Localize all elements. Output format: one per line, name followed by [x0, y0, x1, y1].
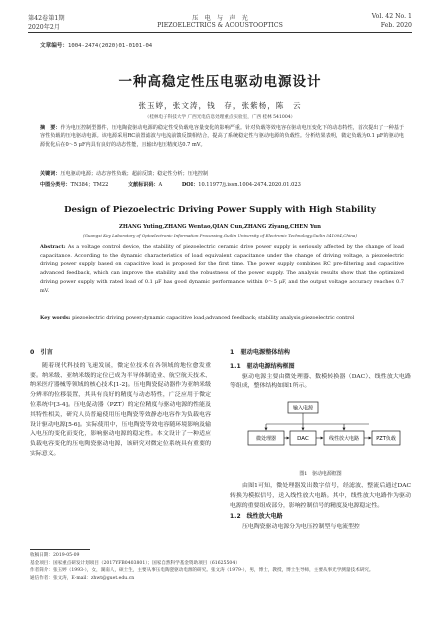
structure-paragraph-2: 由图1可知，微处理器发出数字信号，经滤波、整流后通过DAC转换为模拟信号，送入线性放大电路。其中，线性放大电路作为驱动电源的重要组成部分，影响控制信号的精度及电源稳定性。 — [230, 482, 411, 509]
section-heading-structure: 1 驱动电源整体结构 — [230, 349, 290, 356]
abstract-en-label: Abstract: — [40, 244, 66, 250]
paper-title-zh: 一种高稳定性压电驱动电源设计 — [118, 74, 322, 90]
amplifier-paragraph: 压电陶瓷驱动电源分为电压控制型与电流型控 — [242, 524, 360, 531]
keywords-zh — [40, 170, 404, 178]
abstract-zh — [40, 124, 404, 149]
footnotes — [30, 552, 410, 582]
keywords-en-text: piezoelectric driving power;dynamic capacitive load;advanced feedback; stability analysis;piezoelectric control — [72, 315, 355, 321]
affiliation-zh: （桂林电子科技大学 广西光电信息处理重点实验室，广西 桂林 541004） — [144, 115, 296, 120]
abstract-en-text: As a voltage control device, the stability of piezoelectric ceramic drive power supply is seriously affected by the change of load capacitance. According to the dynamic characteristics of load equivalent capacitance under the change of driving voltage, a piezoelectric driving power supply based on capacitive load is proposed for the first time. The power supply combines RC pre-filtering and capacitive advanced feedback, which can improve the stability and the robustness of the power supply. The analysis results show that the optimized driving power supply with rated load of 0.1 μF has good dynamic performance within 0～5 μF, and the output voltage accuracy reaches 0.7 mV. — [40, 244, 404, 294]
footnote-corresponding: 通信作者：张文涛，E-mail：zhwt@guet.edu.cn — [30, 575, 135, 581]
class-number: TN384；TM22 — [70, 182, 109, 188]
header-rule — [28, 32, 412, 33]
input-power-label: 输入电源 — [292, 405, 314, 412]
mcu-label: 微处理器 — [255, 436, 277, 443]
volume-en: Vol. 42 No. 1 — [371, 13, 412, 20]
doi-label: DOI： — [181, 182, 199, 188]
doc-code: A — [158, 182, 163, 188]
dac-label: DAC — [297, 436, 309, 443]
article-number-value: 1004-2474(2020)01-0101-04 — [67, 43, 153, 49]
abstract-zh-label: 摘 要： — [40, 125, 61, 131]
paper-title-en: Design of Piezoelectric Driving Power Supply with High Stability — [64, 205, 376, 215]
body-column-right — [230, 346, 411, 533]
volume-zh: 第42卷第1期 — [28, 15, 65, 22]
abstract-zh-text: 作为电压控制型器件，压电陶瓷驱动电源的稳定性受负载电容量变化的影响严重。针对负载等效电容在驱动电压变化下的动态特性，首次提出了一种基于容性负载的压电驱动电源。该电源采用RC前置滤波与电流前馈反馈相结合，提高了系统稳定性与驱动电源的负载性。分析结果表明，微定负载为0.1 μF的驱动电源优化后在0～5 μF内具有良好的动态性能，且输出电压精度达0.7 mV。 — [40, 125, 404, 148]
body-column-left — [30, 346, 211, 460]
abstract-en — [40, 243, 404, 295]
subsection-heading-1-1: 1.1 驱动电源结构框图 — [230, 362, 295, 370]
authors-en: ZHANG Yuting,ZHANG Wentao,QIAN Cun,ZHANG Ziyang,CHEN Yun — [119, 224, 321, 230]
journal-name-zh: 压 电 与 声 光 — [192, 15, 248, 22]
keywords-en-label: Key words: — [40, 315, 71, 321]
intro-paragraph: 随着现代科技的飞速发展，微定位技术在各领域的地位愈发重要。纳米级、亚纳米级的定位已成为半导体制造业、航空航天技术、纳米医疗器械等领域的核心技术[1-2]。压电陶瓷促动器作为亚纳米级分辨率的位移装置，其具有良好的精度与动态特性，广泛应用于微定位系统中[3-4]。压电促动器（PZT）的定位精度与驱动电源的性能及其特性相关，研究人员普遍使用压电陶瓷等效静态电容作为负载电容设计驱动电源[5-6]。实际使用中，压电陶瓷等效电容随环境影响及输入电压的变化而变化，影响驱动电源的稳定性。本文设计了一种适应负载电容变化的压电陶瓷驱动电源，该研究对微定位系统具有重要的实际意义。 — [30, 362, 211, 457]
keywords-zh-text: 压电驱动电源；动态容性负载；超前反馈；稳定性分析；压电控制 — [60, 171, 209, 177]
article-number-label: 文章编号： — [40, 43, 68, 49]
keywords-zh-label: 关键词： — [40, 171, 61, 177]
block-diagram-svg — [244, 396, 404, 466]
footnote-funding: 基金项目：国家重点研发计划项目（2017YFB0403801）；国家自然科学基金资助项目（61625504） — [30, 560, 240, 566]
date-zh: 2020年2月 — [28, 24, 61, 31]
doc-code-label: 文献标识码： — [127, 182, 159, 188]
keywords-en — [40, 314, 404, 323]
amplifier-label: 线性放大电路 — [328, 436, 360, 443]
journal-name-en: PIEZOELECTRICS & ACOUSTOOPTICS — [157, 22, 283, 29]
section-heading-intro: 0 引言 — [30, 349, 53, 356]
figure-1-block-diagram — [230, 396, 411, 468]
article-number — [40, 41, 152, 49]
affiliation-en: (Guangxi Key Laboratory of Optoelectronic Information Processing,Guilin University of Electronic Technology,Guilin 541004,China) — [83, 233, 357, 238]
figure-1-caption: 图1 驱动电源框图 — [299, 471, 342, 478]
class-number-label: 中图分类号： — [40, 182, 71, 188]
footnote-rule — [30, 549, 90, 550]
doi-link[interactable]: 10.11977/j.issn.1004-2474.2020.01.023 — [198, 182, 301, 188]
footnote-author-bio: 作者简介：张玉婷（1993-），女，湖南人，硕士生，主要从事压电陶瓷驱动电源的研究。张文涛（1979-），男，博士，教授，博士生导师，主要从事光学测量技术研究。 — [30, 568, 374, 574]
subsection-heading-1-2: 1.2 线性放大电路 — [230, 513, 283, 521]
classification-line — [40, 181, 404, 188]
structure-paragraph-1: 驱动电源主要由微处理器、数模转换器（DAC）、线性放大电路等组成，整体结构如图1所示。 — [230, 373, 411, 390]
pzt-load-label: PZT负载 — [376, 436, 396, 443]
authors-zh: 张玉婷，张文涛，钱 存，张紫杨，陈 云 — [138, 101, 302, 110]
footnote-received: 收稿日期：2019-05-09 — [30, 553, 80, 558]
date-en: Feb. 2020 — [380, 22, 412, 29]
